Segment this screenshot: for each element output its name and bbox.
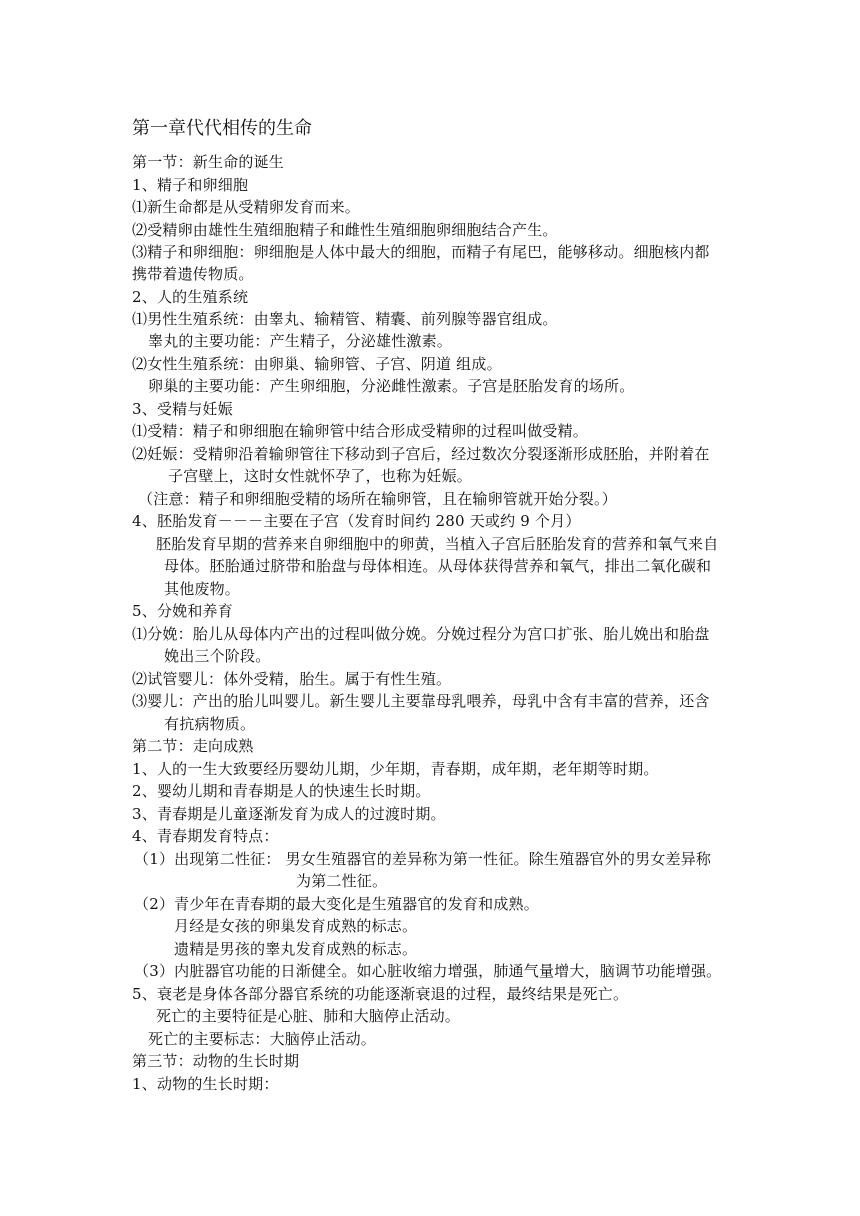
text-line: （1）出现第二性征： 男女生殖器官的差异称为第一性征。除生殖器官外的男女差异称 [134, 850, 712, 868]
text-line: ⑵女性生殖系统：由卵巢、输卵管、子宫、阴道 组成。 [132, 355, 502, 373]
text-line: ⑵受精卵由雄性生殖细胞精子和雌性生殖细胞卵细胞结合产生。 [132, 221, 558, 239]
text-line: 为第二性征。 [296, 872, 388, 890]
text-line: 卵巢的主要功能：产生卵细胞，分泌雌性激素。子宫是胚胎发育的场所。 [148, 377, 635, 395]
section-heading: 第二节：走向成熟 [132, 737, 254, 755]
text-line: 2、婴幼儿期和青春期是人的快速生长时期。 [132, 782, 431, 800]
text-line: 娩出三个阶段。 [164, 647, 271, 665]
text-line: ⑴分娩：胎儿从母体内产出的过程叫做分娩。分娩过程分为宫口扩张、胎儿娩出和胎盘 [132, 625, 710, 643]
text-line: 其他废物。 [164, 580, 241, 598]
text-line: ⑴受精：精子和卵细胞在输卵管中结合形成受精卵的过程叫做受精。 [132, 422, 589, 440]
text-line: 1、人的一生大致要经历婴幼儿期，少年期，青春期，成年期，老年期等时期。 [132, 760, 659, 778]
subsection-heading: 3、受精与妊娠 [132, 400, 233, 418]
text-line: ⑴新生命都是从受精卵发育而来。 [132, 198, 361, 216]
text-line: 携带着遗传物质。 [132, 265, 254, 283]
subsection-heading: 2、人的生殖系统 [132, 288, 249, 306]
section-heading: 第一节：新生命的诞生 [132, 153, 285, 171]
note-line: （注意：精子和卵细胞受精的场所在输卵管，且在输卵管就开始分裂。） [138, 490, 617, 508]
text-line: ⑵试管婴儿：体外受精，胎生。属于有性生殖。 [132, 670, 452, 688]
text-line: 死亡的主要标志：大脑停止活动。 [148, 1030, 377, 1048]
text-line: 子宫壁上，这时女性就怀孕了，也称为妊娠。 [168, 467, 473, 485]
text-line: （3）内脏器官功能的日渐健全。如心脏收缩力增强，肺通气量增大，脑调节功能增强。 [134, 962, 722, 980]
text-line: （2）青少年在青春期的最大变化是生殖器官的发育和成熟。 [134, 895, 539, 913]
text-line: 月经是女孩的卵巢发育成熟的标志。 [174, 917, 418, 935]
text-line: ⑶精子和卵细胞：卵细胞是人体中最大的细胞，而精子有尾巴，能够移动。细胞核内都 [132, 243, 710, 261]
section-heading: 第三节：动物的生长时期 [132, 1052, 300, 1070]
subsection-heading: 1、动物的生长时期： [132, 1075, 279, 1093]
text-line: 睾丸的主要功能：产生精子，分泌雄性激素。 [148, 332, 453, 350]
text-line: 3、青春期是儿童逐渐发育为成人的过渡时期。 [132, 805, 446, 823]
subsection-heading: 4、青春期发育特点： [132, 827, 279, 845]
text-line: 5、衰老是身体各部分器官系统的功能逐渐衰退的过程，最终结果是死亡。 [132, 985, 629, 1003]
text-line: ⑶婴儿：产出的胎儿叫婴儿。新生婴儿主要靠母乳喂养，母乳中含有丰富的营养，还含 [132, 692, 710, 710]
subsection-heading: 4、胚胎发育－－－主要在子宫（发育时间约 280 天或约 9 个月） [132, 512, 581, 530]
text-line: 有抗病物质。 [164, 715, 256, 733]
text-line: 母体。胚胎通过脐带和胎盘与母体相连。从母体获得营养和氧气，排出二氧化碳和 [164, 557, 712, 575]
text-line: ⑵妊娠：受精卵沿着输卵管往下移动到子宫后，经过数次分裂逐渐形成胚胎，并附着在 [132, 445, 710, 463]
subsection-heading: 1、精子和卵细胞 [132, 176, 249, 194]
text-line: 遗精是男孩的睾丸发育成熟的标志。 [174, 940, 418, 958]
text-line: ⑴男性生殖系统：由睾丸、输精管、精囊、前列腺等器官组成。 [132, 310, 558, 328]
chapter-title: 第一章代代相传的生命 [132, 118, 312, 139]
text-line: 死亡的主要特征是心脏、肺和大脑停止活动。 [156, 1007, 461, 1025]
text-line: 胚胎发育早期的营养来自卵细胞中的卵黄，当植入子宫后胚胎发育的营养和氧气来自 [156, 535, 719, 553]
subsection-heading: 5、分娩和养育 [132, 602, 233, 620]
